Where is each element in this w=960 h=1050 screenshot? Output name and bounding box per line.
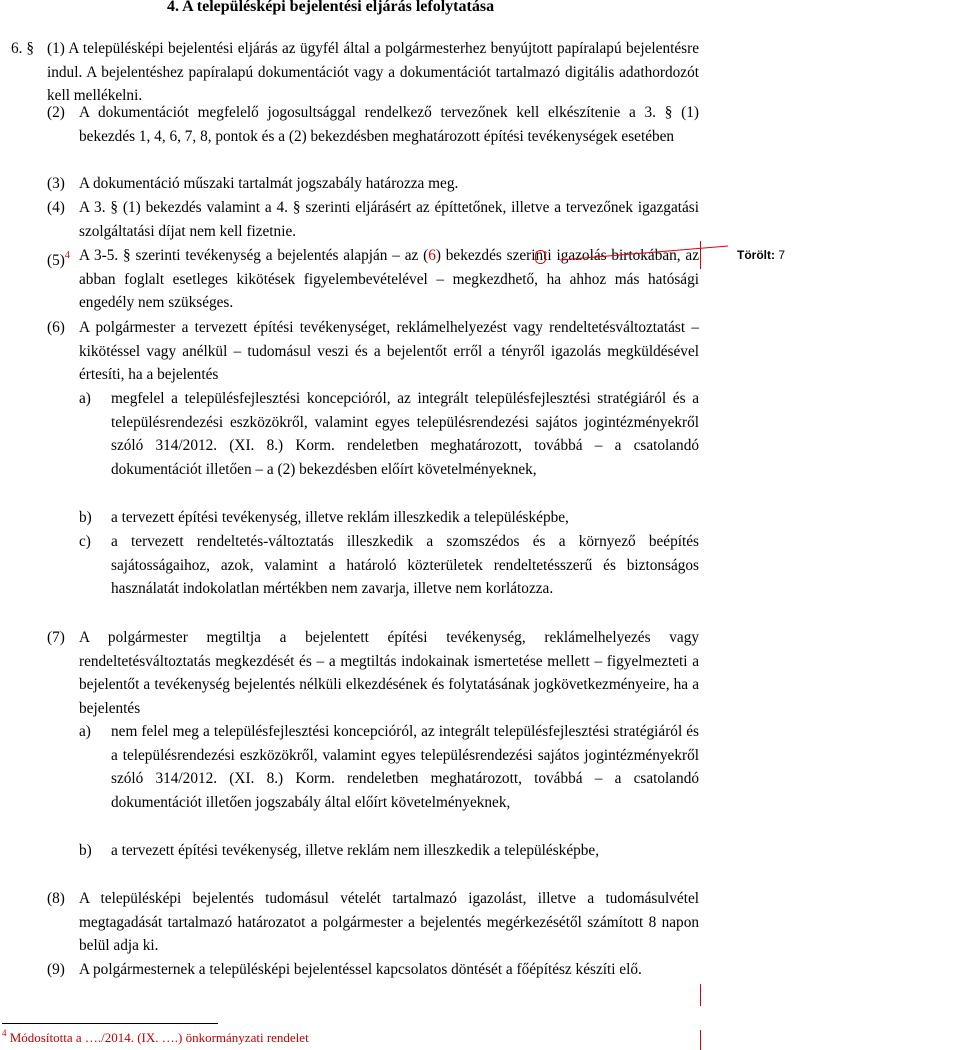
paragraph-6-text: A polgármester a tervezett építési tevékenységet, reklámelhelyezést vagy rendeltetésváltoztatást – kikötéssel vagy anélkül – tudomásul veszi és a bejelentőt erről a tényről igazolás megküldésével értesíti, ha a bejelentés xyxy=(79,319,699,383)
revision-balloon[interactable] xyxy=(737,248,785,262)
footnote-text: Módosította a …./2014. (IX. ….) önkormányzati rendelet xyxy=(9,1030,309,1045)
footnote xyxy=(2,1028,309,1046)
paragraph-number: (2) xyxy=(47,104,65,121)
paragraph-number: (9) xyxy=(47,961,65,978)
list-item-text: megfelel a településfejlesztési koncepcióról, az integrált településfejlesztési stratégiáról és a településrendezési eszközökről, valamint egyes településrendezési sajátos jogintézményekről szóló 314/2012. (XI. 8.) Korm. rendeletben meghatározott, továbbá – a csatolandó dokumentációt illetően – a (2) bekezdésben előírt követelményeknek, xyxy=(111,390,699,478)
revision-label: Törölt: xyxy=(737,248,775,262)
paragraph-3-text: A dokumentáció műszaki tartalmát jogszabály határozza meg. xyxy=(79,175,459,192)
paragraph-number: (8) xyxy=(47,890,65,907)
revision-value: 7 xyxy=(778,248,786,262)
list-item-label: a) xyxy=(79,390,91,407)
list-item-text: a tervezett építési tevékenység, illetve reklám nem illeszkedik a településképbe, xyxy=(111,842,600,859)
paragraph-1-text: (1) A településképi bejelentési eljárás az ügyfél által a polgármesterhez benyújtott papíralapú bejelentésre indul. A bejelentéshez papíralapú dokumentációt vagy a dokumentációt tartalmazó digitális adathordozót kell mellékelni. xyxy=(47,40,699,104)
section-number: 6. § xyxy=(11,40,34,57)
change-bar xyxy=(700,984,701,1006)
list-item-text: nem felel meg a településfejlesztési koncepcióról, az integrált településfejlesztési stratégiáról és a településrendezési eszközökről, valamint egyes településrendezési sajátos jogintézményekről szóló 314/2012. (XI. 8.) Korm. rendeletben meghatározott, továbbá – a csatolandó dokumentációt illetően jogszabály által előírt követelményeknek, xyxy=(111,723,699,811)
paragraph-number: (3) xyxy=(47,175,65,192)
paragraph-number: (6) xyxy=(47,319,65,336)
change-bar xyxy=(700,241,701,269)
footnote-reference[interactable]: 4 xyxy=(64,250,70,261)
chapter-heading: 4. A településképi bejelentési eljárás lefolytatása xyxy=(167,0,495,15)
list-item-label: c) xyxy=(79,533,91,550)
paragraph-number: $(5)^4$ xyxy=(47,250,70,269)
paragraph-5-text: A 3-5. § szerinti tevékenység a bejelentés alapján – az (6) bekezdés szerinti igazolás birtokában, az abban foglalt esetleges kikötések figyelembevételével – megkezdhető, ha ahhoz más hatósági engedély nem szükséges. xyxy=(79,247,700,311)
paragraph-8-text: A településképi bejelentés tudomásul vételét tartalmazó igazolást, illetve a tudomásulvétel megtagadását tartalmazó határozatot a polgármester a bejelentés megérkezésétől számított 8 napon belül adja ki. xyxy=(79,890,699,954)
paragraph-7-text: A polgármester megtiltja a bejelentett építési tevékenység, reklámelhelyezés vagy rendeltetésváltoztatás megkezdését és – a megtiltás indokainak ismertetése mellett – figyelmezteti a bejelentőt a tevékenység bejelentés nélküli elkezdésének és folytatásának jogkövetkezményeire, ha a bejelentés xyxy=(79,629,699,717)
list-item-label: a) xyxy=(79,723,91,740)
footnote-separator xyxy=(2,1023,218,1024)
list-item-label: b) xyxy=(79,509,92,526)
inserted-text[interactable]: 6 xyxy=(428,247,436,264)
change-marker[interactable] xyxy=(535,250,546,264)
revision-connector-line xyxy=(560,245,728,261)
paragraph-number: (7) xyxy=(47,629,65,646)
footnote-mark: 4 xyxy=(2,1028,7,1038)
change-bar xyxy=(700,1030,701,1050)
list-item-label: b) xyxy=(79,842,92,859)
paragraph-4-text: A 3. § (1) bekezdés valamint a 4. § szerinti eljárásért az építtetőnek, illetve a tervezőnek igazgatási szolgáltatási díjat nem kell fizetnie. xyxy=(79,199,699,240)
list-item-text: a tervezett rendeltetés-változtatás illeszkedik a szomszédos és a környező beépítés sajátosságaihoz, azok, valamint a határoló közterületek rendeltetésszerű és biztonságos használatát indokolatlan mértékben nem zavarja, illetve nem korlátozza. xyxy=(111,533,699,597)
list-item-text: a tervezett építési tevékenység, illetve reklám illeszkedik a településképbe, xyxy=(111,509,569,526)
paragraph-9-text: A polgármesternek a településképi bejelentéssel kapcsolatos döntését a főépítész készíti elő. xyxy=(79,961,642,978)
paragraph-2-text: A dokumentációt megfelelő jogosultsággal rendelkező tervezőnek kell elkészítenie a 3. § (1) bekezdés 1, 4, 6, 7, 8, pontok és a (2) bekezdésben meghatározott építési tevékenységek esetében xyxy=(79,104,699,145)
paragraph-number: (4) xyxy=(47,199,65,216)
